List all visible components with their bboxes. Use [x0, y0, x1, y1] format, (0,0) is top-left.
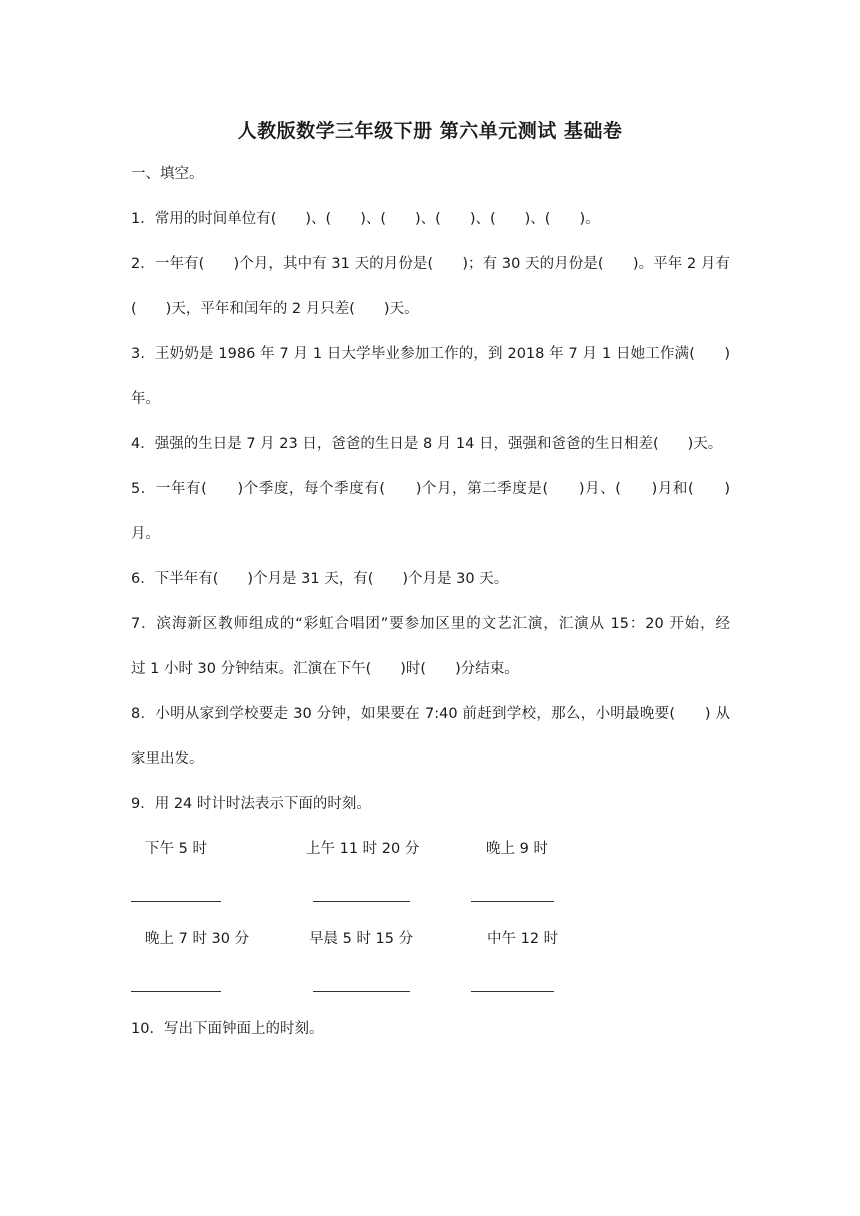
time-prompt: 下午 5 时	[145, 841, 207, 857]
question-9: 9．用 24 时计时法表示下面的时刻。	[131, 796, 371, 812]
answer-blank[interactable]	[131, 991, 221, 992]
question-8-line-1: 8．小明从家到学校要走 30 分钟，如果要在 7:40 前赶到学校，那么，小明最晚要( ) 从	[131, 706, 730, 722]
time-prompt: 晚上 9 时	[486, 841, 548, 857]
question-7-line-1: 7．滨海新区教师组成的“彩虹合唱团”要参加区里的文艺汇演，汇演从 15：20 开始，经	[131, 616, 730, 632]
page-title: 人教版数学三年级下册 第六单元测试 基础卷	[237, 120, 623, 142]
time-prompt: 早晨 5 时 15 分	[309, 931, 414, 947]
answer-blank[interactable]	[313, 991, 410, 992]
question-5-line-1: 5．一年有( )个季度，每个季度有( )个月，第二季度是( )月、( )月和( )	[131, 481, 730, 497]
question-1: 1．常用的时间单位有( )、( )、( )、( )、( )、( )。	[131, 211, 600, 227]
question-2-line-2: ( )天，平年和闰年的 2 月只差( )天。	[131, 301, 419, 317]
question-5-line-2: 月。	[131, 526, 160, 542]
answer-blank[interactable]	[313, 901, 410, 902]
answer-blank[interactable]	[471, 991, 554, 992]
time-prompt: 上午 11 时 20 分	[306, 841, 420, 857]
time-prompt: 中午 12 时	[487, 931, 559, 947]
question-8-line-2: 家里出发。	[131, 751, 204, 767]
question-10: 10．写出下面钟面上的时刻。	[131, 1021, 324, 1037]
question-6: 6．下半年有( )个月是 31 天，有( )个月是 30 天。	[131, 571, 509, 587]
question-3-line-2: 年。	[131, 391, 160, 407]
question-7-line-2: 过 1 小时 30 分钟结束。汇演在下午( )时( )分结束。	[131, 661, 519, 677]
answer-blank[interactable]	[471, 901, 554, 902]
section-heading: 一、填空。	[131, 166, 204, 182]
question-2-line-1: 2．一年有( )个月，其中有 31 天的月份是( )；有 30 天的月份是( )。平年 2 月有	[131, 256, 730, 272]
question-3-line-1: 3．王奶奶是 1986 年 7 月 1 日大学毕业参加工作的，到 2018 年 7 月 1 日她工作满( )	[131, 346, 730, 362]
time-prompt: 晚上 7 时 30 分	[145, 931, 250, 947]
answer-blank[interactable]	[131, 901, 221, 902]
question-4: 4．强强的生日是 7 月 23 日，爸爸的生日是 8 月 14 日，强强和爸爸的生日相差( )天。	[131, 436, 723, 452]
